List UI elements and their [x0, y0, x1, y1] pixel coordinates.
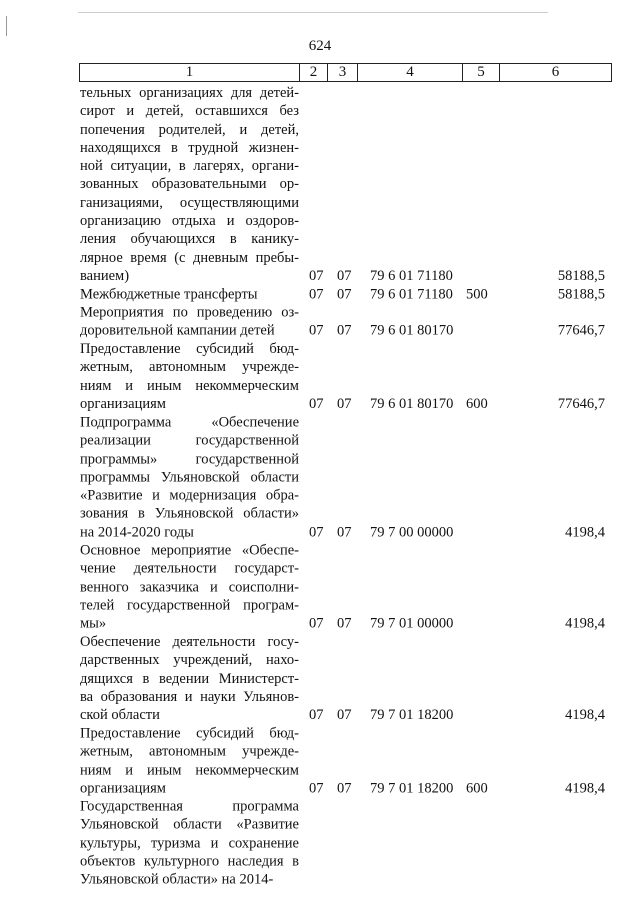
section-code: 07	[309, 268, 324, 284]
row-name	[80, 542, 299, 633]
row-name-line: «Развитие и модернизация обра-	[80, 487, 299, 504]
row-name-line: дящихся в ведении Министерст-	[80, 670, 299, 687]
target-article-code: 79 6 01 71180	[370, 268, 453, 284]
row-name-line: доровительной кампании детей	[80, 322, 275, 339]
amount: 4198,4	[565, 780, 605, 797]
expense-type-code: 600	[466, 396, 488, 413]
header-col-6: 6	[551, 64, 560, 80]
row-name-line: Государственная программа	[80, 798, 299, 815]
row-name-line: ной ситуации, в лагерях, органи-	[80, 158, 299, 175]
row-name-line: Предоставление субсидий бюд-	[80, 725, 299, 742]
expense-type-code: 600	[466, 780, 488, 797]
amount: 4198,4	[565, 524, 605, 541]
row-name-line: ва образования и науки Ульянов-	[80, 688, 299, 705]
subsection-code: 07	[337, 396, 352, 413]
row-name	[80, 84, 299, 285]
subsection-code: 07	[337, 524, 352, 541]
row-name-line: дарственных учреждений, нахо-	[80, 652, 299, 669]
row-name	[80, 304, 299, 341]
row-name-line: лярное время (с дневным пребы-	[80, 249, 299, 266]
row-name	[80, 285, 299, 303]
row-name-line: Подпрограмма «Обеспечение	[80, 414, 299, 431]
table-row	[0, 798, 640, 890]
row-name-line: объектов культурного наследия в	[80, 853, 299, 870]
section-code: 07	[309, 322, 324, 339]
row-name-line: сирот и детей, оставшихся без	[80, 103, 299, 120]
row-name-line: зования в Ульяновской области»	[80, 505, 299, 522]
subsection-code: 07	[337, 780, 352, 797]
row-name-line: жетным, автономным учрежде-	[80, 743, 299, 760]
row-name-line: организациям	[80, 396, 166, 413]
row-name	[80, 633, 299, 724]
section-code: 07	[309, 780, 324, 797]
target-article-code: 79 7 01 18200	[370, 707, 454, 724]
row-name	[80, 413, 299, 541]
table-row	[0, 304, 640, 341]
section-code: 07	[309, 396, 324, 413]
section-code: 07	[309, 615, 324, 632]
row-name-line: жетным, автономным учрежде-	[80, 359, 299, 376]
row-name-line: тельных организациях для детей-	[80, 85, 299, 101]
header-col-4: 4	[358, 64, 463, 81]
row-name-line: программы Ульяновской области	[80, 469, 299, 486]
row-name-line: попечения родителей, и детей,	[80, 121, 299, 138]
row-name-line: ской области	[80, 707, 160, 724]
row-name-line: Мероприятия по проведению оз-	[80, 304, 299, 321]
row-name-line: телей государственной програм-	[80, 597, 299, 614]
table-row	[0, 633, 640, 725]
header-col-1: 1	[80, 64, 300, 81]
row-name	[80, 725, 299, 798]
row-name-line: Основное мероприятие «Обеспе-	[80, 542, 299, 559]
table-row	[0, 340, 640, 413]
amount: 58188,5	[557, 268, 605, 284]
target-article-code: 79 6 01 80170	[370, 396, 454, 413]
row-name-line: ванием)	[80, 267, 130, 284]
header-col-3: 3	[328, 64, 358, 81]
section-code: 07	[309, 707, 324, 724]
target-article-code: 79 7 00 00000	[370, 524, 454, 541]
amount: 4198,4	[565, 615, 605, 632]
table-row	[0, 542, 640, 634]
row-name-line: ниям и иным некоммерческим	[80, 377, 299, 394]
section-code: 07	[309, 286, 324, 303]
row-name-line: ления обучающихся в канику-	[80, 231, 299, 248]
amount: 77646,7	[557, 322, 605, 339]
row-name-line: ниям и иным некоммерческим	[80, 762, 299, 779]
row-name-line: венного заказчика и соисполни-	[80, 579, 299, 596]
subsection-code: 07	[337, 322, 352, 339]
row-name-line: Межбюджетные трансферты	[80, 286, 258, 303]
row-name-line: Ульяновской области» на 2014-	[80, 871, 274, 888]
section-code: 07	[309, 524, 324, 541]
row-name-line: организацию отдыха и оздоров-	[80, 213, 299, 230]
row-name-line: чение деятельности государст-	[80, 560, 299, 577]
row-name-line: Обеспечение деятельности госу-	[80, 634, 299, 650]
subsection-code: 07	[337, 268, 352, 284]
amount: 77646,7	[557, 396, 605, 413]
table-row	[0, 725, 640, 798]
scan-artifact-top	[78, 12, 548, 13]
row-name-line: ганизациями, осуществляющими	[80, 194, 299, 211]
row-name-line: культуры, туризма и сохранение	[80, 835, 299, 852]
row-name-line: мы»	[80, 615, 107, 632]
amount: 58188,5	[557, 286, 605, 303]
target-article-code: 79 6 01 71180	[370, 286, 453, 303]
table-row	[0, 84, 640, 285]
target-article-code: 79 6 01 80170	[370, 322, 454, 339]
scan-artifact-left	[6, 16, 7, 36]
subsection-code: 07	[337, 707, 352, 724]
subsection-code: 07	[337, 286, 352, 303]
header-col-2: 2	[300, 64, 328, 81]
target-article-code: 79 7 01 18200	[370, 780, 454, 797]
row-name-line: зованных образовательными ор-	[80, 176, 299, 193]
table-row	[0, 413, 640, 541]
amount: 4198,4	[565, 707, 605, 724]
expense-type-code: 500	[466, 286, 488, 303]
row-name-line: находящихся в трудной жизнен-	[80, 139, 299, 156]
table-header	[79, 63, 612, 82]
row-name-line: Предоставление субсидий бюд-	[80, 341, 299, 358]
table-row	[0, 285, 640, 303]
row-name	[80, 340, 299, 413]
row-name	[80, 798, 299, 889]
row-name-line: программы» государственной	[80, 450, 299, 467]
subsection-code: 07	[337, 615, 352, 632]
page-number: 624	[308, 38, 332, 54]
target-article-code: 79 7 01 00000	[370, 615, 454, 632]
header-col-5: 5	[463, 64, 500, 81]
row-name-line: на 2014-2020 годы	[80, 524, 194, 541]
row-name-line: Ульяновской области «Развитие	[80, 816, 299, 833]
row-name-line: реализации государственной	[80, 432, 299, 449]
row-name-line: организациям	[80, 780, 166, 797]
